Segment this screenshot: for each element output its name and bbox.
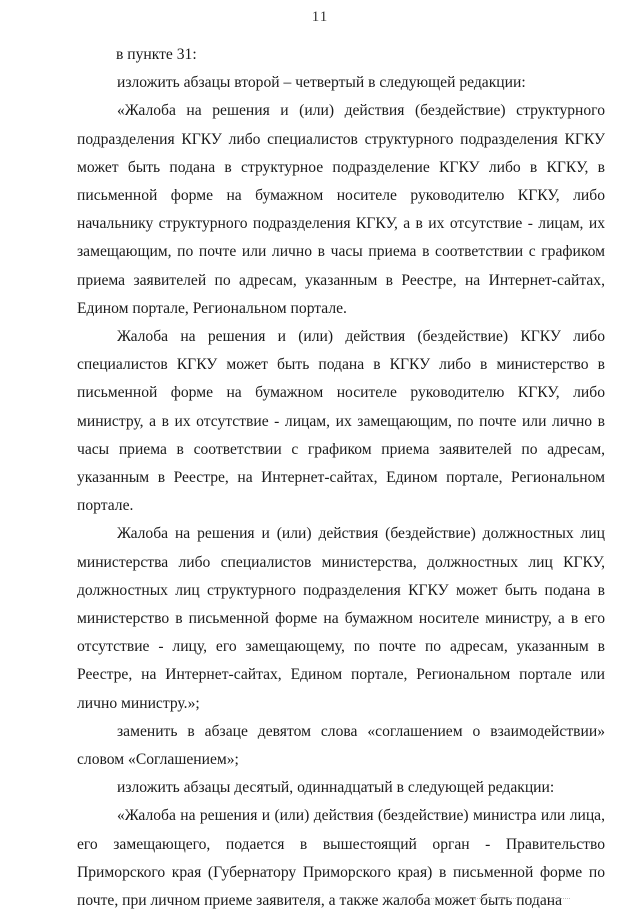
paragraph-instruction-2-4: изложить абзацы второй – четвертый в следующей редакции:: [117, 74, 526, 92]
paragraph-complaint-kgku: Жалоба на решения и (или) действия (бездействие) КГКУ либо специалистов КГКУ может быть подана в КГКУ либо в министерство в письменной форме на бумажном носителе руководителю КГКУ, либо министру, а в их отсутствие - лицам, их замещающим, по почте или лично в часы приема в соответствии с графиком приема заявителей по адресам, указанным в Реестре, на Интернет-сайтах, Едином портале, Региональном портале.: [77, 328, 605, 515]
paragraph-instruction-10-11: изложить абзацы десятый, одиннадцатый в следующей редакции:: [117, 779, 555, 797]
document-body: [77, 41, 605, 915]
paragraph-replace-words: заменить в абзаце девятом слова «соглашением о взаимодействии» словом «Соглашением»;: [77, 722, 605, 769]
paragraph-complaint-ministry: Жалоба на решения и (или) действия (бездействие) должностных лиц министерства либо специалистов министерства, должностных лиц КГКУ, должностных лиц структурного подразделения КГКУ может быть подана в министерство в письменной форме на бумажном носителе министру, а в его отсутствие - лицу, его замещающему, по почте по адресам, указанным в Реестре, на Интернет-сайтах, Едином портале, Региональном портале или лично министру.»;: [77, 525, 605, 712]
paragraph-complaint-minister: «Жалоба на решения и (или) действия (бездействие) министра или лица, его замещающего, подается в вышестоящий орган - Правительство Приморского края (Губернатору Приморского края) в письменной форме по почте, при личном приеме заявителя, а также жалоба может быть подана: [77, 807, 605, 910]
page-bottom-rule: [400, 898, 570, 899]
paragraph-clause-31: в пункте 31:: [116, 46, 197, 63]
paragraph-complaint-structural-unit: «Жалоба на решения и (или) действия (бездействие) структурного подразделения КГКУ либо специалистов структурного подразделения КГКУ может быть подана в структурное подразделение КГКУ либо в КГКУ, в письменной форме на бумажном носителе руководителю КГКУ, либо начальнику структурного подразделения КГКУ, а в их отсутствие - лицам, их замещающим, по почте или лично в часы приема в соответствии с графиком приема заявителей по адресам, указанным в Реестре, на Интернет-сайтах, Едином портале, Региональном портале.: [77, 102, 605, 317]
page-number: 11: [311, 9, 329, 25]
